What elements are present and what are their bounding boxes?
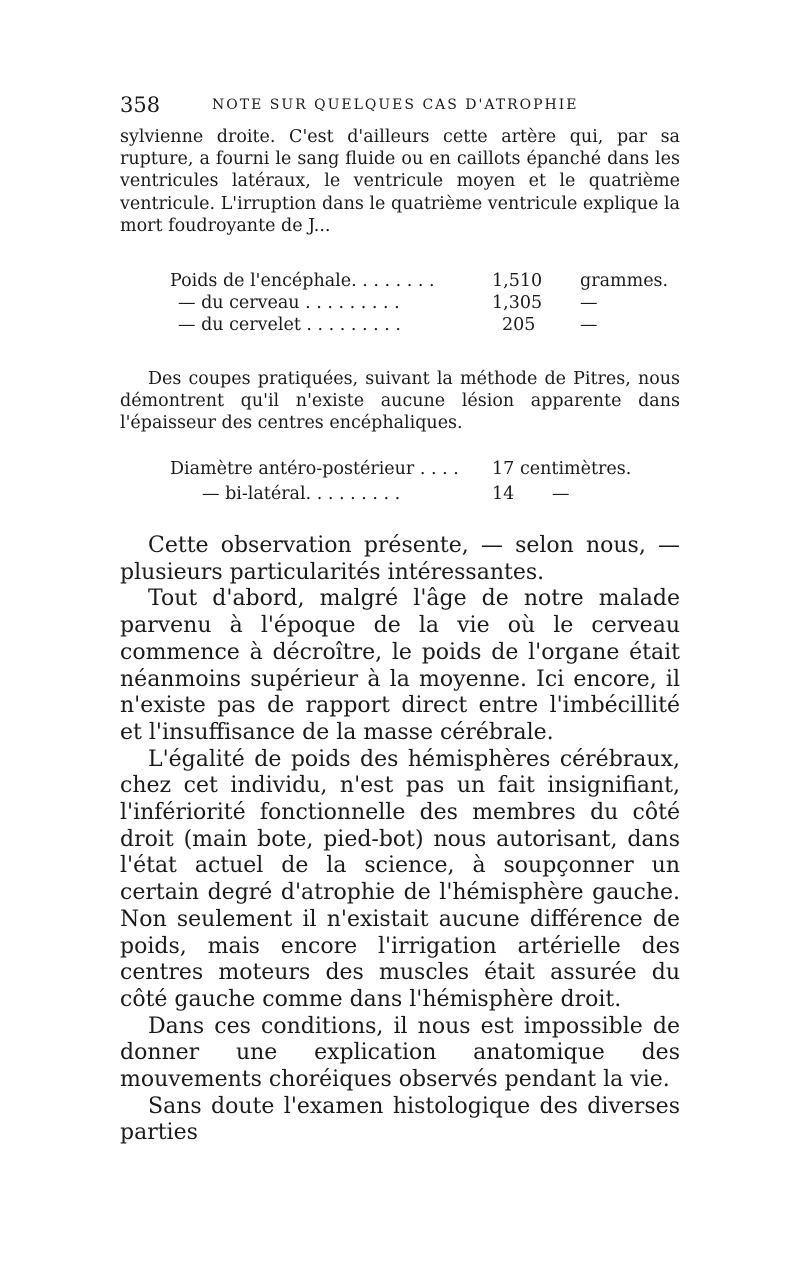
row-label: — du cervelet . . . . . . . . . xyxy=(178,315,401,335)
weights-table xyxy=(120,270,680,336)
row-unit: — xyxy=(580,293,598,313)
running-header xyxy=(120,93,680,117)
row-label: Poids de l'encéphale. . . . . . . . xyxy=(170,271,435,291)
paragraph-5: L'égalité de poids des hémisphères cérébraux, chez cet individu, n'est pas un fait insignifiant, l'infériorité fonctionnelle des membres du côté droit (main bote, pied-bot) nous autorisant, dans l'état actuel de la science, à soupçonner un certain degré d'atrophie de l'hémisphère gauche. Non seulement il n'existait aucune différence de poids, mais encore l'irrigation artérielle des centres moteurs des muscles était assurée du côté gauche comme dans l'hémisphère droit. xyxy=(120,746,680,1012)
row-label: — du cerveau . . . . . . . . . xyxy=(178,293,400,313)
table-row xyxy=(120,458,680,483)
paragraph-4: Tout d'abord, malgré l'âge de notre malade parvenu à l'époque de la vie où le cerveau commence à décroître, le poids de l'organe était néanmoins supérieur à la moyenne. Ici encore, il n'existe pas de rapport direct entre l'imbécillité et l'insuffisance de la masse cérébrale. xyxy=(120,586,680,745)
page-number: 358 xyxy=(120,93,161,117)
body-text xyxy=(120,533,680,1147)
paragraph-6: Dans ces conditions, il nous est impossible de donner une explication anatomique des mouvements choréiques observés pendant la vie. xyxy=(120,1013,680,1093)
table-row xyxy=(120,270,680,292)
row-unit: — xyxy=(552,484,570,504)
table-row xyxy=(120,292,680,314)
paragraph-3: Cette observation présente, — selon nous, — plusieurs particularités intéressantes. xyxy=(120,533,680,585)
row-value: 14 xyxy=(492,484,515,504)
row-value: 17 xyxy=(492,459,515,479)
paragraph-7: Sans doute l'examen histologique des diverses parties xyxy=(120,1093,680,1146)
row-unit: centimètres. xyxy=(520,459,632,479)
running-title: NOTE SUR QUELQUES CAS D'ATROPHIE xyxy=(212,97,579,113)
table-row xyxy=(120,483,680,505)
row-unit: — xyxy=(580,315,598,335)
row-value: 1,305 xyxy=(492,293,543,313)
row-value: 205 xyxy=(502,315,536,335)
paragraph-text: Des coupes pratiquées, suivant la méthode de Pitres, nous démontrent qu'il n'existe aucune lésion apparente dans l'épaisseur des centres encéphaliques. xyxy=(120,369,680,434)
paragraph-text: sylvienne droite. C'est d'ailleurs cette artère qui, par sa rupture, a fourni le sang fluide ou en caillots épanché dans les ventricules latéraux, le ventricule moyen et le quatrième ventricule. L'irruption dans le quatrième ventricule explique la mort foudroyante de J... xyxy=(120,127,680,236)
paragraph-1 xyxy=(120,126,680,237)
row-unit: grammes. xyxy=(580,271,669,291)
diameter-table xyxy=(120,458,680,505)
row-label: Diamètre antéro-postérieur . . . . xyxy=(170,459,459,479)
paragraph-2 xyxy=(120,368,680,435)
table-row xyxy=(120,314,680,336)
row-value: 1,510 xyxy=(492,271,543,291)
row-label: — bi-latéral. . . . . . . . . xyxy=(202,484,401,504)
